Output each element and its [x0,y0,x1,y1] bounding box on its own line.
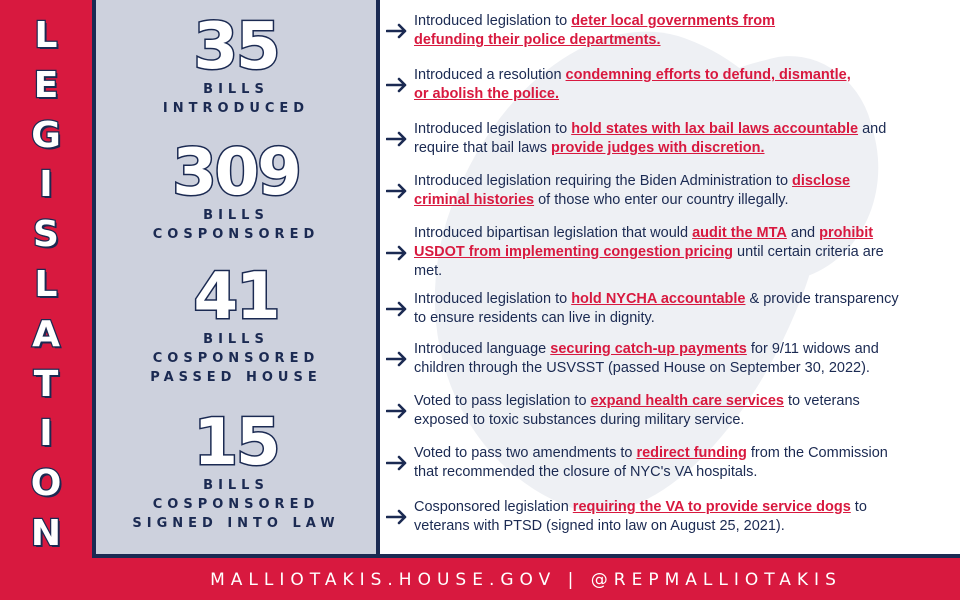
item-text-segment: and [858,121,887,137]
list-item-text [414,224,892,281]
vertical-title-letter: S [33,214,59,256]
accomplishments-panel [380,0,960,554]
stat-label: COSPONSORED [152,227,320,242]
stat-label: SIGNED INTO LAW [132,516,340,531]
vertical-title-letter: G [31,114,61,156]
item-text-segment: Cosponsored legislation [414,499,573,515]
list-item-text [414,290,907,328]
item-text-segment: to [850,499,867,515]
arrow-right-icon [380,455,414,471]
arrow-right-icon [380,403,414,419]
item-text-segment: for 9/11 widows and [746,341,879,357]
vertical-title-letter: A [32,313,60,355]
list-item-text [414,66,859,104]
item-text-segment: met. [414,263,443,279]
legislation-link[interactable]: redirect funding [636,445,747,461]
item-text-segment: and [786,225,820,241]
item-text-segment: Introduced legislation requiring the Biden Administration to [414,173,793,189]
stat-label: COSPONSORED [152,351,320,366]
stat-number: 35 [193,10,279,84]
list-item-text [414,498,875,536]
stat-block [96,136,376,244]
legislation-link[interactable]: expand health care services [590,393,784,409]
legislation-link[interactable]: deter local governments from [571,13,776,29]
item-text-segment: to veterans [784,393,860,409]
arrow-right-icon [380,131,414,147]
item-text-segment: that recommended the closure of NYC's VA hospitals. [414,464,758,480]
item-text-segment: Voted to pass two amendments to [414,445,637,461]
item-text-segment: of those who enter our country illegally. [534,192,789,208]
arrow-right-icon [380,509,414,525]
item-text-segment: Introduced legislation to [414,121,572,137]
stat-label: INTRODUCED [162,101,310,116]
list-item [380,224,960,281]
item-text-segment: Introduced a resolution [414,67,566,83]
item-text-segment: Introduced legislation to [414,291,572,307]
stat-label: BILLS [203,82,269,97]
list-item [380,444,960,482]
legislation-link[interactable]: condemning efforts to defund, dismantle, [565,67,851,83]
vertical-title-letter: T [33,363,59,405]
legislation-link[interactable]: criminal histories [414,192,535,208]
legislation-link[interactable]: provide judges with discretion. [551,140,765,156]
vertical-title-letter: I [39,413,53,455]
vertical-title-letter: E [33,64,59,106]
stat-label: BILLS [203,208,269,223]
list-item-text [414,120,894,158]
vertical-title-letter: O [30,463,62,505]
stat-number: 41 [193,260,279,334]
list-item [380,392,960,430]
footer: MALLIOTAKIS.HOUSE.GOV | @REPMALLIOTAKIS [210,570,842,590]
vertical-title-letter: N [30,512,62,554]
stat-block [96,10,376,118]
list-item [380,290,960,328]
item-text-segment: until certain criteria are [733,244,884,260]
legislation-link[interactable]: disclose [792,173,851,189]
vertical-title-letter: I [39,164,53,206]
legislation-link[interactable]: hold states with lax bail laws accountable [571,121,859,137]
item-text-segment: Introduced legislation to [414,13,572,29]
list-item [380,340,960,378]
item-text-segment: veterans with PTSD (signed into law on August 25, 2021). [414,518,785,534]
arrow-right-icon [380,301,414,317]
list-item [380,120,960,158]
list-item [380,12,960,50]
list-item-text [414,444,896,482]
legislation-link[interactable]: or abolish the police. [414,86,560,102]
legislation-link[interactable]: hold NYCHA accountable [571,291,746,307]
item-text-segment: Voted to pass legislation to [414,393,591,409]
arrow-right-icon [380,245,414,261]
list-item-text [414,12,783,50]
legislation-link[interactable]: USDOT from implementing congestion pricing [414,244,734,260]
item-text-segment: & provide transparency [745,291,899,307]
vertical-title-letter: L [34,15,58,56]
item-text-segment: Introduced language [414,341,551,357]
list-item-text [414,340,887,378]
accomplishments-list [380,0,960,554]
vertical-title [0,0,92,560]
item-text-segment: require that bail laws [414,140,552,156]
stat-number: 15 [193,406,279,480]
item-text-segment: from the Commission [746,445,888,461]
stat-label: BILLS [203,478,269,493]
stat-block [96,406,376,533]
list-item [380,66,960,104]
vertical-title-letter: L [34,263,58,305]
item-text-segment: to ensure residents can live in dignity. [414,310,655,326]
stat-label: COSPONSORED [152,497,320,512]
list-item-text [414,392,868,430]
arrow-right-icon [380,77,414,93]
content-frame [92,0,960,558]
item-text-segment: exposed to toxic substances during military service. [414,412,745,428]
list-item [380,498,960,536]
arrow-right-icon [380,183,414,199]
stat-label: BILLS [203,332,269,347]
item-text-segment: Introduced bipartisan legislation that would [414,225,693,241]
stat-block [96,260,376,387]
legislation-link[interactable]: requiring the VA to provide service dogs [572,499,851,515]
arrow-right-icon [380,351,414,367]
legislation-link[interactable]: prohibit [819,225,874,241]
list-item-text [414,172,858,210]
arrow-right-icon [380,23,414,39]
stat-label: PASSED HOUSE [150,370,322,385]
legislation-link[interactable]: securing catch-up payments [550,341,747,357]
stat-number: 309 [172,136,300,210]
item-text-segment: children through the USVSST (passed House on September 30, 2022). [414,360,870,376]
legislation-link[interactable]: audit the MTA [692,225,787,241]
legislation-link[interactable]: defunding their police departments. [414,32,661,48]
stats-panel [96,0,376,554]
list-item [380,172,960,210]
